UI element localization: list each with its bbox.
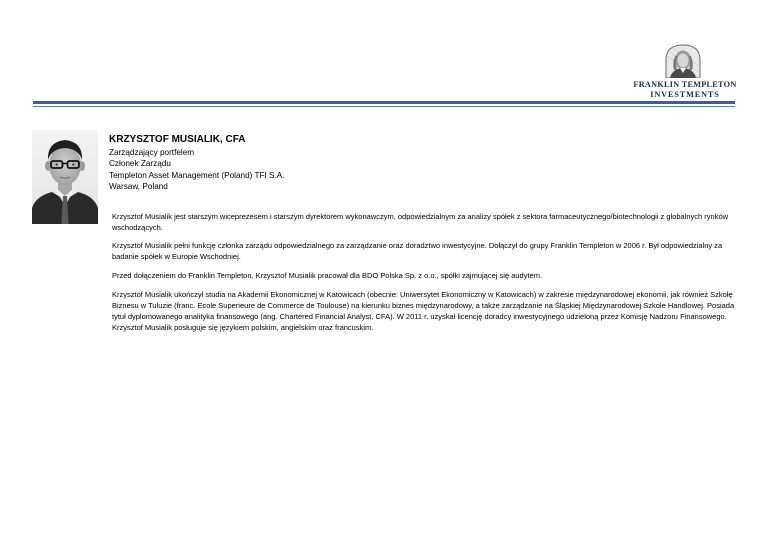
logo-text-investments: INVESTMENTS bbox=[650, 90, 720, 99]
profile-photo bbox=[32, 130, 98, 224]
profile-header bbox=[109, 133, 609, 192]
biography bbox=[112, 211, 740, 341]
bio-paragraph: Przed dołączeniem do Franklin Templeton, Krzysztof Musialik pracował dla BDO Polska Sp. z o.o., spółki zajmującej się audytem. bbox=[112, 271, 543, 280]
logo-text-franklin-templeton: FRANKLIN TEMPLETON bbox=[633, 80, 737, 89]
bio-paragraph: Krzysztof Musialik jest starszym wiceprezesem i starszym dyrektorem wykonawczym, odpowiedzialnym za analizy spółek z sektora farmaceutycznego/biotechnologii z globalnych rynków wschodzących. bbox=[112, 212, 729, 232]
person-board-role: Członek Zarządu bbox=[109, 159, 171, 169]
person-role: Zarządzający portfelem bbox=[109, 148, 195, 157]
header-divider bbox=[33, 101, 735, 104]
person-location: Warsaw, Poland bbox=[109, 181, 168, 191]
franklin-portrait-icon bbox=[664, 44, 702, 78]
person-company: Templeton Asset Management (Poland) TFI S.A. bbox=[109, 170, 285, 180]
person-name: KRZYSZTOF MUSIALIK, CFA bbox=[109, 134, 246, 145]
header-divider-thin bbox=[33, 106, 735, 107]
franklin-templeton-logo bbox=[630, 44, 740, 100]
bio-paragraph: Krzysztof Musialik pełni funkcję członka zarządu odpowiedzialnego za zarządzanie oraz doradztwo inwestycyjne. Dołączył do grupy Franklin Templeton w 2006 r. Był odpowiedzialny za badanie spółek w Europie Wschodniej. bbox=[112, 241, 723, 261]
bio-paragraph: Krzysztof Musialik ukończył studia na Akademii Ekonomicznej w Katowicach (obecnie: Uniwersytet Ekonomiczny w Katowicach) w zakresie międzynarodowej ekonomii, jak również Szkołę Biznesu w Tuluzie (franc. Ecole Superieure de Commerce de Toulouse) na kierunku biznes międzynarodowy, a także zarządzanie na Śląskiej Międzynarodowej Szkole Handlowej. Posiada tytuł dyplomowanego analityka finansowego (ang. Chartered Financial Analyst, CFA). W 2011 r. uzyskał licencję doradcy inwestycyjnego udzieloną przez Komisję Nadzoru Finansowego. Krzysztof Musialik posługuje się językiem polskim, angielskim oraz francuskim. bbox=[112, 290, 735, 332]
